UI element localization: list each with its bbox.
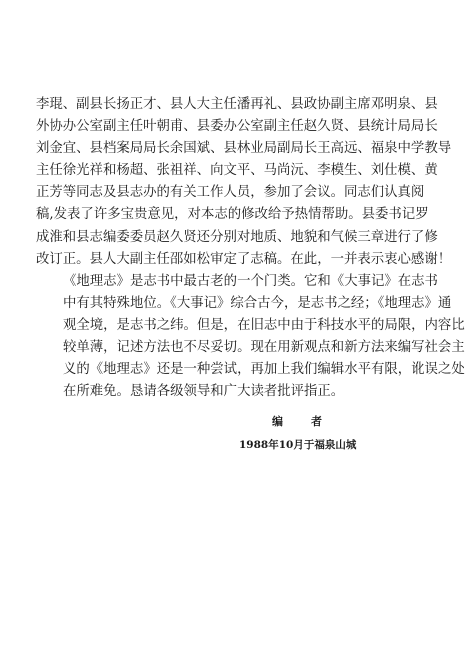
text-line: 正芳等同志及县志办的有关工作人员，参加了会议。同志们认真阅 [36,185,425,201]
closing-paragraph [36,271,465,404]
date-line: 1988年10月于福泉山城 [239,439,357,451]
text-line: 义的《地理志》还是一种尝试，再加上我们编辑水平有限，讹误之处 [63,362,465,378]
text-line: 在所难免。恳请各级领导和广大读者批评指正。 [63,384,345,400]
text-line: 改订正。县人大副主任邵如松审定了志稿。在此，一并表示衷心感谢！ [36,251,452,267]
text-line: 《地理志》是志书中最古老的一个门类。它和《大事记》在志书 [63,273,438,289]
text-line: 李琨、副县长扬正才、县人大主任潘再礼、县政协副主席邓明泉、县 [36,97,438,112]
text-line: 稿,发表了许多宝贵意见，对本志的修改给予热情帮助。县委书记罗 [36,207,429,223]
text-line: 中有其特殊地位。《大事记》综合古今，是志书之经；《地理志》通 [63,295,452,311]
text-line: 观全境，是志书之纬。但是，在旧志中由于科技水平的局限，内容比 [63,317,465,333]
acknowledgement-paragraph [36,94,452,271]
text-line: 刘金宜、县档案局局长余国斌、县林业局副局长王高远、福泉中学教导 [36,141,452,157]
editor-signature: 编者 [272,415,350,428]
text-line: 外协办公室副主任叶朝甫、县委办公室副主任赵久贤、县统计局局长 [36,119,438,135]
text-line: 较单薄，记述方法也不尽妥切。现在用新观点和新方法来编写社会主 [63,340,465,356]
text-line: 成淮和县志编委委员赵久贤还分别对地质、地貌和气候三章进行了修 [36,229,438,245]
body-text [36,94,465,403]
text-line: 主任徐光祥和杨超、张祖祥、向文平、马尚沅、李模生、刘仕模、黄 [36,163,438,179]
